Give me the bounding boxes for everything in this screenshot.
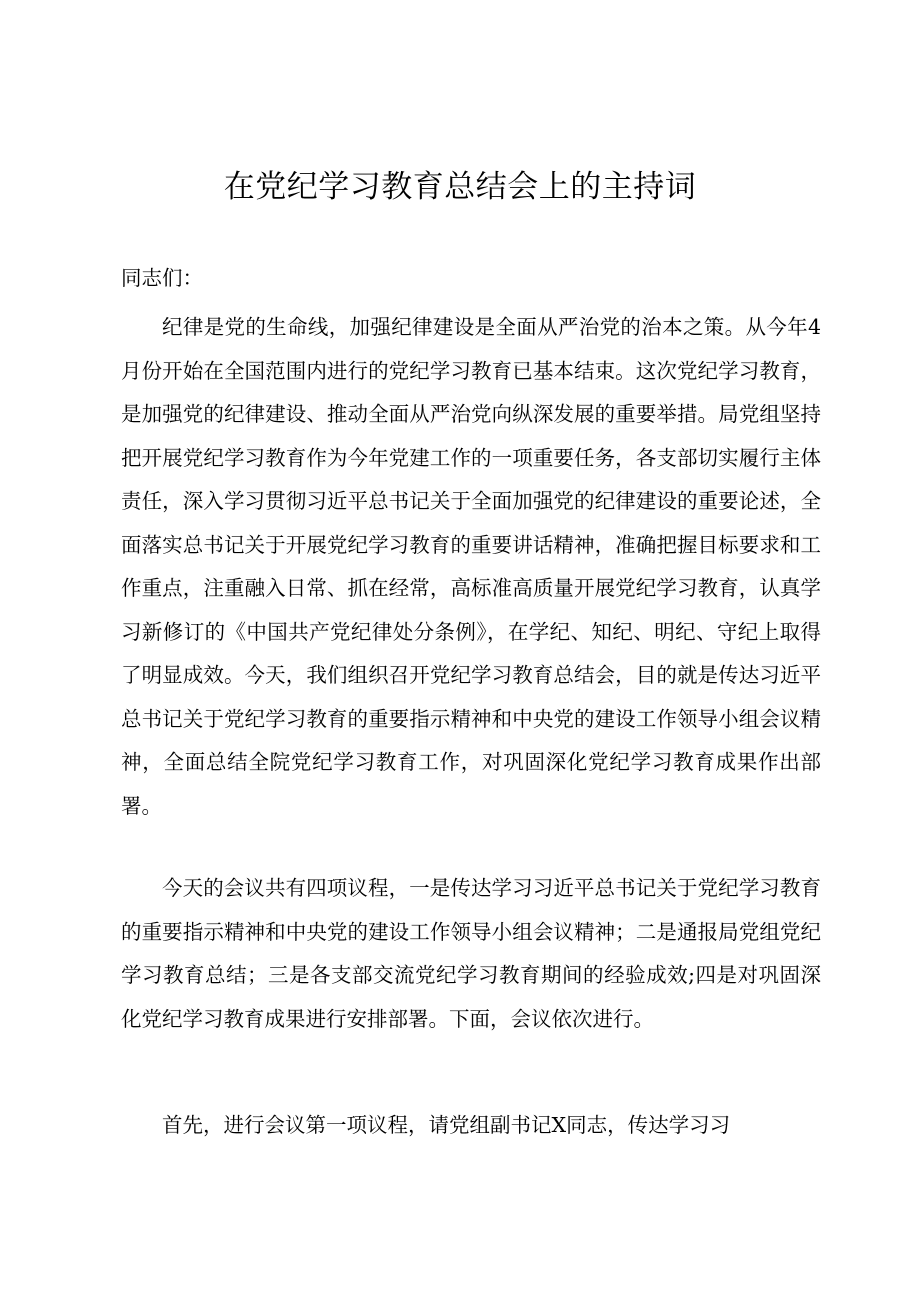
greeting: 同志们： — [121, 266, 203, 290]
paragraph-2: 今天的会议共有四项议程，一是传达学习习近平总书记关于党纪学习教育的重要指示精神和中央党的建设工作领导小组会议精神；二是通报局党组党纪学习教育总结；三是各支部交流党纪学习教育期间的经验成效;四是对巩固深化党纪学习教育成果进行安排部署。下面，会议依次进行。 — [121, 876, 821, 1031]
paragraph-3: 首先，进行会议第一项议程，请党组副书记X同志，传达学习习 — [162, 1113, 731, 1137]
document-title: 在党纪学习教育总结会上的主持词 — [223, 169, 697, 205]
paragraph-1: 纪律是党的生命线，加强纪律建设是全面从严治党的治本之策。从今年4月份开始在全国范围内进行的党纪学习教育已基本结束。这次党纪学习教育，是加强党的纪律建设、推动全面从严治党向纵深发展的重要举措。局党组坚持把开展党纪学习教育作为今年党建工作的一项重要任务，各支部切实履行主体责任，深入学习贯彻习近平总书记关于全面加强党的纪律建设的重要论述，全面落实总书记关于开展党纪学习教育的重要讲话精神，准确把握目标要求和工作重点，注重融入日常、抓在经常，高标准高质量开展党纪学习教育，认真学习新修订的《中国共产党纪律处分条例》，在学纪、知纪、明纪、守纪上取得了明显成效。今天，我们组织召开党纪学习教育总结会，目的就是传达习近平总书记关于党纪学习教育的重要指示精神和中央党的建设工作领导小组会议精神，全面总结全院党纪学习教育工作，对巩固深化党纪学习教育成果作出部署。 — [121, 315, 821, 818]
